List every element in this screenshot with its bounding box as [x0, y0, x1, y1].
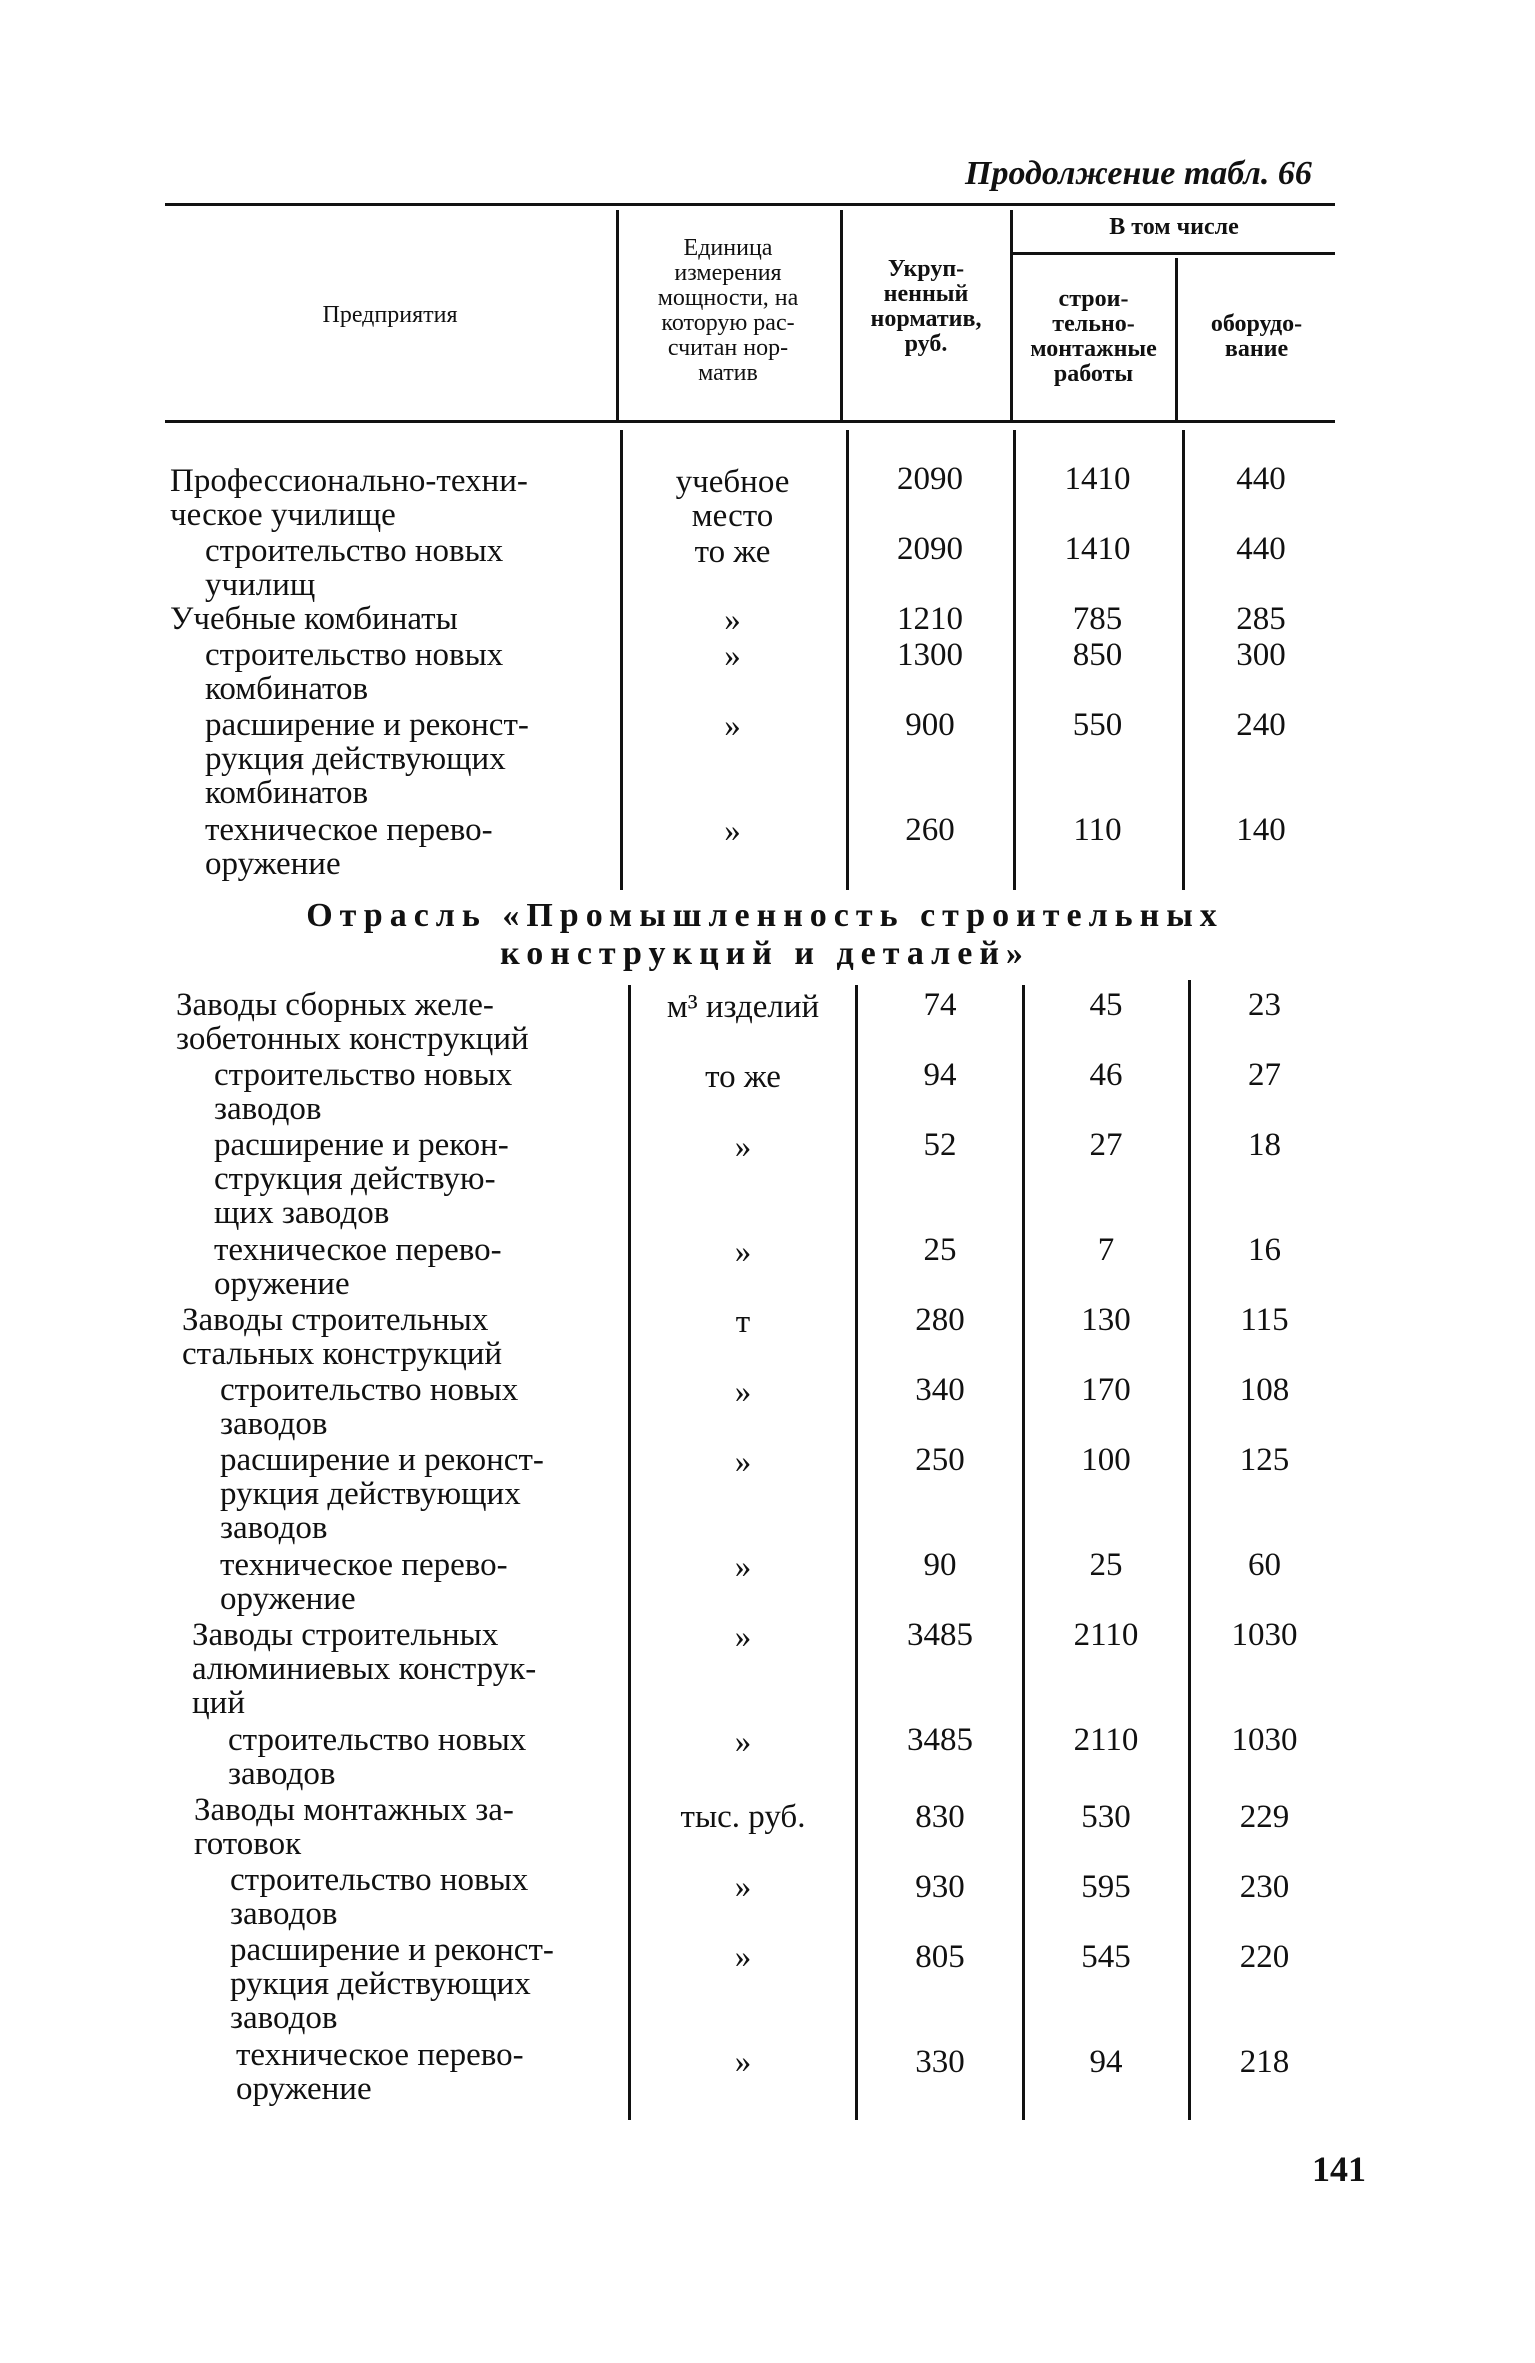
g2-sep-4 — [1188, 980, 1191, 2120]
g2-row1-norm: 94 — [923, 1057, 957, 1093]
g2-row2-norm: 52 — [923, 1127, 957, 1163]
g2-row4-eq: 115 — [1240, 1302, 1289, 1338]
g2-row8-name: Заводы строительных алюминиевых конструк- ций — [192, 1617, 537, 1721]
g1-row1-unit: то же — [694, 534, 771, 570]
g1-sep-1 — [620, 430, 623, 890]
g2-row10-cm: 530 — [1081, 1799, 1131, 1835]
g2-row0-name: Заводы сборных желе- зобетонных конструкций — [176, 987, 529, 1057]
header-equipment: оборудо- вание — [1210, 311, 1303, 362]
g2-row9-name: строительство новых заводов — [228, 1722, 527, 1792]
g1-row3-eq: 300 — [1236, 637, 1286, 673]
g2-row10-eq: 229 — [1239, 1799, 1290, 1835]
g1-sep-2 — [846, 430, 849, 890]
g2-row6-cm: 100 — [1081, 1442, 1131, 1478]
g2-row2-eq: 18 — [1248, 1127, 1281, 1163]
g2-row5-unit: » — [734, 1374, 752, 1410]
g1-row4-name: расширение и реконст- рукция действующих комбинатов — [205, 707, 529, 811]
g2-row9-norm: 3485 — [907, 1722, 973, 1758]
g1-row1-eq: 440 — [1236, 531, 1286, 567]
g1-row5-eq: 140 — [1236, 812, 1286, 848]
g2-row8-cm: 2110 — [1073, 1617, 1139, 1653]
g1-row2-norm: 1210 — [897, 601, 963, 637]
header-norm: Укруп- ненный норматив, руб. — [870, 256, 982, 357]
g1-row4-norm: 900 — [905, 707, 955, 743]
g1-row0-norm: 2090 — [897, 461, 963, 497]
g2-row12-cm: 545 — [1081, 1939, 1131, 1975]
g1-row3-cm: 850 — [1072, 637, 1123, 673]
section-title-line1: Отрасль «Промышленность строительных — [306, 897, 1224, 934]
g2-row7-norm: 90 — [923, 1547, 957, 1583]
g1-row0-eq: 440 — [1236, 461, 1286, 497]
g1-row4-eq: 240 — [1236, 707, 1286, 743]
g1-row2-name: Учебные комбинаты — [170, 601, 458, 637]
g1-row4-cm: 550 — [1072, 707, 1123, 743]
g2-row0-unit: м³ изделий — [666, 989, 820, 1025]
header-construction: строи- тельно- монтажные работы — [1030, 286, 1157, 387]
header-unit: Единица измерения мощности, на которую рас- считан нор- матив — [657, 235, 799, 386]
g2-row8-norm: 3485 — [907, 1617, 973, 1653]
g1-sep-4 — [1182, 430, 1185, 890]
g2-row9-cm: 2110 — [1073, 1722, 1139, 1758]
g2-row2-cm: 27 — [1089, 1127, 1123, 1163]
g2-row3-eq: 16 — [1248, 1232, 1281, 1268]
g2-row1-cm: 46 — [1089, 1057, 1123, 1093]
g1-row1-norm: 2090 — [897, 531, 963, 567]
table-top-rule — [165, 203, 1335, 206]
g2-row4-cm: 130 — [1081, 1302, 1131, 1338]
g2-row2-unit: » — [734, 1129, 752, 1165]
g2-row12-name: расширение и реконст- рукция действующих заводов — [230, 1932, 554, 2036]
g2-row13-unit: » — [734, 2044, 752, 2080]
g2-row1-unit: то же — [705, 1059, 781, 1095]
g1-row0-name: Профессионально-техни- ческое училище — [170, 463, 528, 533]
g1-row4-unit: » — [724, 708, 741, 744]
header-enterprise: Предприятия — [322, 302, 458, 328]
g1-row2-eq: 285 — [1236, 601, 1286, 637]
g2-row6-unit: » — [734, 1444, 752, 1480]
g2-row7-name: техническое перево- оружение — [220, 1547, 508, 1617]
section-title-line2: конструкций и деталей» — [500, 935, 1030, 972]
g2-row7-unit: » — [734, 1549, 752, 1585]
g1-row5-norm: 260 — [905, 812, 955, 848]
g2-row13-norm: 330 — [915, 2044, 965, 2080]
header-including: В том числе — [1109, 214, 1239, 240]
g2-row3-name: техническое перево- оружение — [214, 1232, 502, 1302]
g1-row5-name: техническое перево- оружение — [205, 812, 493, 882]
g2-row8-unit: » — [734, 1619, 752, 1655]
g1-row1-name: строительство новых училищ — [205, 533, 504, 603]
g1-row2-cm: 785 — [1072, 601, 1123, 637]
g2-row12-unit: » — [734, 1939, 752, 1975]
g2-row3-norm: 25 — [923, 1232, 957, 1268]
g1-row0-unit: учебное место — [675, 464, 790, 534]
g2-row4-norm: 280 — [915, 1302, 965, 1338]
g2-row8-eq: 1030 — [1231, 1617, 1298, 1653]
g2-row10-unit: тыс. руб. — [680, 1799, 806, 1835]
g2-row0-cm: 45 — [1089, 987, 1123, 1023]
header-bottom-rule — [165, 420, 1335, 423]
g2-row2-name: расширение и рекон- струкция действую- щих заводов — [214, 1127, 509, 1231]
continuation-caption: Продолжение табл. 66 — [965, 155, 1312, 192]
g2-sep-1 — [628, 985, 631, 2120]
g2-row0-eq: 23 — [1248, 987, 1281, 1023]
g2-sep-3 — [1022, 985, 1025, 2120]
g1-row3-unit: » — [724, 638, 741, 674]
g2-row0-norm: 74 — [923, 987, 957, 1023]
page-number: 141 — [1312, 2149, 1366, 2189]
g2-row5-name: строительство новых заводов — [220, 1372, 519, 1442]
g2-row12-eq: 220 — [1239, 1939, 1290, 1975]
g2-row6-norm: 250 — [915, 1442, 965, 1478]
g2-row7-eq: 60 — [1248, 1547, 1281, 1583]
g2-row10-norm: 830 — [915, 1799, 965, 1835]
g2-row3-unit: » — [734, 1234, 752, 1270]
g1-row3-norm: 1300 — [897, 637, 963, 673]
g2-row11-unit: » — [734, 1869, 752, 1905]
g2-row4-unit: т — [735, 1304, 751, 1340]
g2-sep-2 — [855, 985, 858, 2120]
g2-row7-cm: 25 — [1089, 1547, 1123, 1583]
g2-row13-cm: 94 — [1089, 2044, 1123, 2080]
g2-row6-eq: 125 — [1239, 1442, 1290, 1478]
g2-row6-name: расширение и реконст- рукция действующих заводов — [220, 1442, 544, 1546]
g1-row3-name: строительство новых комбинатов — [205, 637, 504, 707]
g2-row9-eq: 1030 — [1231, 1722, 1298, 1758]
g2-row11-name: строительство новых заводов — [230, 1862, 529, 1932]
g2-row13-eq: 218 — [1239, 2044, 1290, 2080]
g2-row1-name: строительство новых заводов — [214, 1057, 513, 1127]
g2-row3-cm: 7 — [1097, 1232, 1115, 1268]
g2-row5-cm: 170 — [1081, 1372, 1131, 1408]
g2-row5-norm: 340 — [915, 1372, 965, 1408]
g2-row13-name: техническое перево- оружение — [236, 2037, 524, 2107]
g2-row10-name: Заводы монтажных за- готовок — [194, 1792, 514, 1862]
g2-row4-name: Заводы строительных стальных конструкций — [182, 1302, 503, 1372]
g1-row2-unit: » — [724, 602, 741, 638]
g2-row5-eq: 108 — [1239, 1372, 1290, 1408]
g2-row9-unit: » — [734, 1724, 752, 1760]
g2-row12-norm: 805 — [915, 1939, 965, 1975]
g1-row0-cm: 1410 — [1064, 461, 1131, 497]
g1-row5-unit: » — [724, 813, 741, 849]
g2-row1-eq: 27 — [1248, 1057, 1281, 1093]
g1-row5-cm: 110 — [1073, 812, 1122, 848]
g2-row11-eq: 230 — [1239, 1869, 1290, 1905]
g2-row11-norm: 930 — [915, 1869, 965, 1905]
including-rule — [1013, 252, 1335, 255]
g1-row1-cm: 1410 — [1064, 531, 1131, 567]
g2-row11-cm: 595 — [1081, 1869, 1131, 1905]
